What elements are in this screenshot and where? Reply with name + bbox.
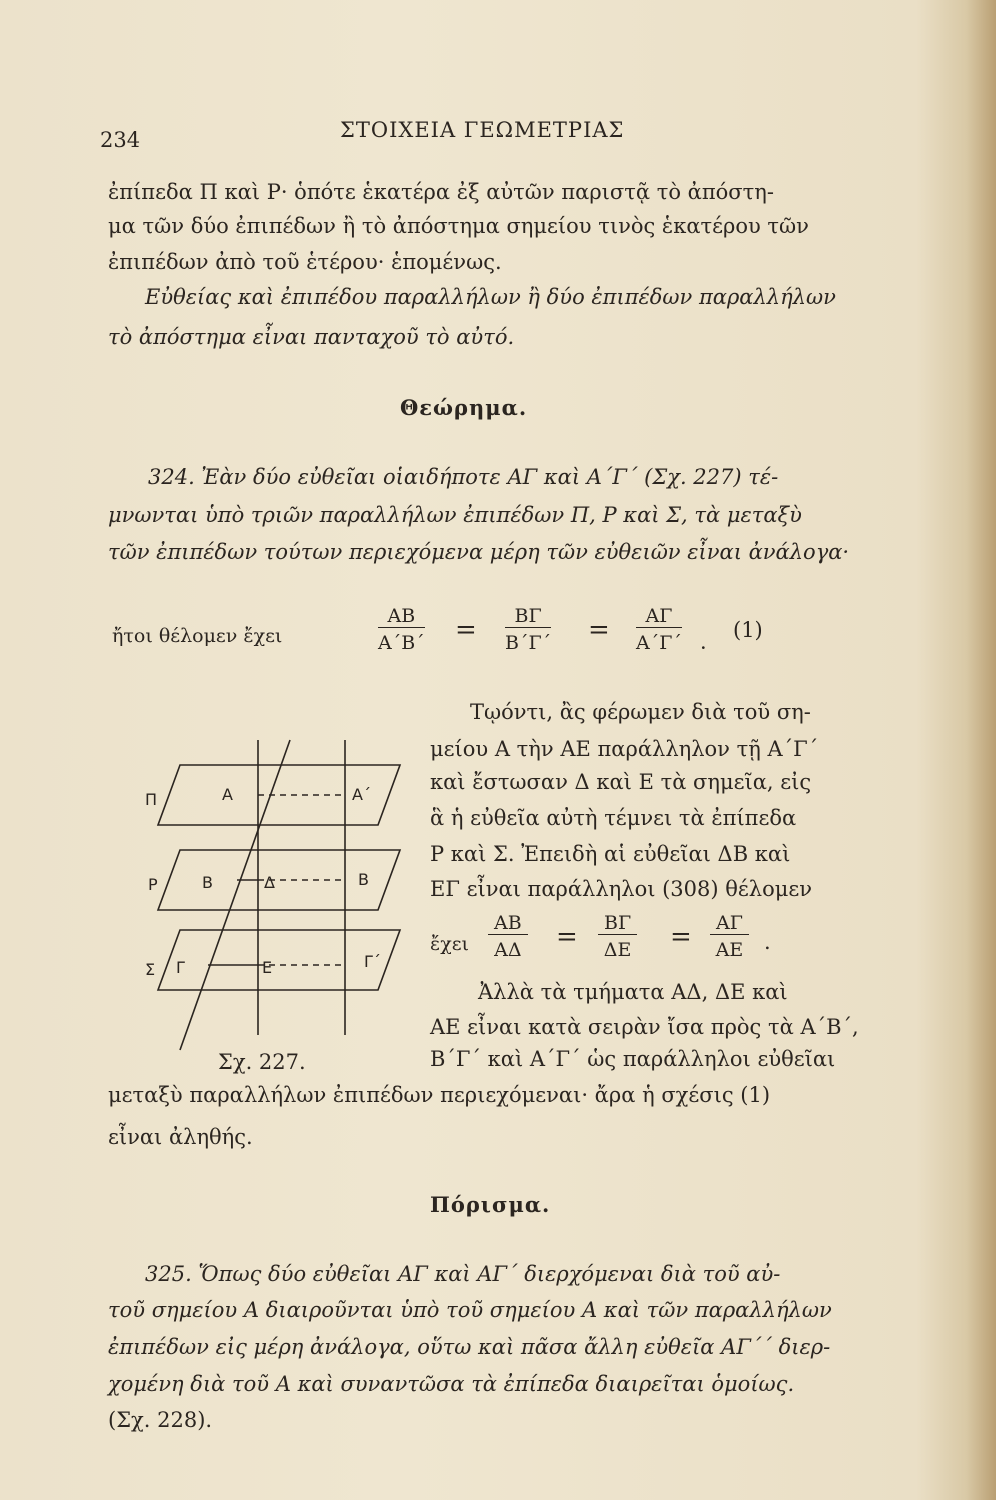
denominator: ΔΕ: [603, 939, 632, 961]
numerator: ΒΓ: [505, 605, 551, 628]
proof-line: Τῳόντι, ἂς φέρωμεν διὰ τοῦ ση-: [470, 700, 811, 724]
fraction-ag: [636, 605, 682, 654]
numerator: ΑΓ: [710, 912, 749, 935]
intro-line: μα τῶν δύο ἐπιπέδων ἢ τὸ ἀπόστημα σημείου τινὸς ἑκατέρου τῶν: [108, 214, 809, 238]
denominator: Α΄Γ΄: [636, 632, 682, 654]
equation-dot: ·: [700, 636, 707, 660]
denominator: Β΄Γ΄: [505, 632, 552, 654]
label-pi: Π: [145, 790, 158, 809]
theorem-line: 324. Ἐὰν δύο εὐθεῖαι οἱαιδήποτε ΑΓ καὶ Α΄Γ΄ (Σχ. 227) τέ-: [148, 465, 779, 489]
theorem-title: Θεώρημα.: [400, 395, 528, 420]
label-b-prime: Β: [358, 870, 369, 889]
numerator: ΒΓ: [598, 912, 637, 935]
label-a: Α: [222, 785, 233, 804]
equation-lead: ἤτοι θέλομεν ἔχει: [112, 625, 283, 647]
numerator: ΑΒ: [488, 912, 528, 935]
label-a-prime: Α΄: [352, 785, 371, 804]
proof-line: εἶναι ἀληθής.: [108, 1125, 253, 1149]
proof-line: μεταξὺ παραλλήλων ἐπιπέδων περιεχόμεναι· ἄρα ἡ σχέσις (1): [108, 1083, 771, 1107]
theorem-line: μνωνται ὑπὸ τριῶν παραλλήλων ἐπιπέδων Π, Ρ καὶ Σ, τὰ μεταξὺ: [108, 503, 802, 527]
intro-line: ἐπιπέδων ἀπὸ τοῦ ἑτέρου· ἑπομένως.: [108, 250, 502, 274]
denominator: Α΄Β΄: [378, 632, 425, 654]
italic-statement: τὸ ἀπόστημα εἶναι πανταχοῦ τὸ αὐτό.: [108, 325, 515, 349]
proof-line: ΑΕ εἶναι κατὰ σειρὰν ἴσα πρὸς τὰ Α΄Β΄,: [430, 1015, 859, 1039]
corollary-line: τοῦ σημείου Α διαιροῦνται ὑπὸ τοῦ σημείου Α καὶ τῶν παραλλήλων: [108, 1298, 832, 1322]
line-ag: [180, 740, 290, 1050]
italic-statement: Εὐθείας καὶ ἐπιπέδου παραλλήλων ἢ δύο ἐπιπέδων παραλλήλων: [145, 285, 836, 309]
proof-line: Β΄Γ΄ καὶ Α΄Γ΄ ὡς παράλληλοι εὐθεῖαι: [430, 1047, 836, 1071]
label-b: Β: [202, 873, 213, 892]
corollary-line: χομένη διὰ τοῦ Α καὶ συναντῶσα τὰ ἐπίπεδα διαιρεῖται ὁμοίως.: [108, 1372, 795, 1396]
label-e: Ε: [262, 958, 273, 977]
running-header: ΣΤΟΙΧΕΙΑ ΓΕΩΜΕΤΡΙΑΣ: [340, 118, 625, 142]
label-g-prime: Γ΄: [364, 952, 381, 971]
proof-line: ἃ ἡ εὐθεῖα αὐτὴ τέμνει τὰ ἐπίπεδα: [430, 806, 797, 830]
label-g: Γ: [176, 958, 185, 977]
equals-sign: =: [588, 615, 610, 645]
equation-tag: (1): [733, 618, 763, 642]
fraction-ab: [378, 605, 425, 654]
proof-line: καὶ ἔστωσαν Δ καὶ Ε τὰ σημεῖα, εἰς: [430, 770, 812, 794]
denominator: ΑΔ: [494, 939, 522, 961]
figure-227: [140, 735, 410, 1065]
corollary-line: 325. Ὅπως δύο εὐθεῖαι ΑΓ καὶ ΑΓ΄ διερχόμεναι διὰ τοῦ αὐ-: [145, 1262, 781, 1286]
equals-sign: =: [670, 922, 692, 952]
numerator: ΑΓ: [636, 605, 682, 628]
equals-sign: =: [556, 922, 578, 952]
fraction-bg: [505, 605, 551, 654]
proof-line: ΕΓ εἶναι παράλληλοι (308) θέλομεν: [430, 877, 813, 901]
intro-line: ἐπίπεδα Π καὶ Ρ· ὁπότε ἑκατέρα ἐξ αὐτῶν παριστᾷ τὸ ἀπόστη-: [108, 180, 774, 204]
equals-sign: =: [455, 615, 477, 645]
fraction-ab-ad: [488, 912, 528, 961]
label-d: Δ: [264, 873, 275, 892]
proof-line: μείου Α τὴν ΑΕ παράλληλον τῇ Α΄Γ΄: [430, 737, 819, 761]
theorem-line: τῶν ἐπιπέδων τούτων περιεχόμενα μέρη τῶν εὐθειῶν εἶναι ἀνάλογα·: [108, 540, 850, 564]
corollary-line: ἐπιπέδων εἰς μέρη ἀνάλογα, οὕτω καὶ πᾶσα ἄλλη εὐθεῖα ΑΓ΄΄ διερ-: [108, 1335, 831, 1359]
corollary-title: Πόρισμα.: [430, 1192, 551, 1217]
fraction-ag-ae: [710, 912, 749, 961]
label-sigma: Σ: [145, 960, 156, 979]
numerator: ΑΒ: [378, 605, 425, 628]
label-rho: Ρ: [148, 875, 158, 894]
denominator: ΑΕ: [715, 939, 744, 961]
page-number: 234: [100, 128, 141, 152]
proof-line: Ἀλλὰ τὰ τμήματα ΑΔ, ΔΕ καὶ: [478, 980, 788, 1004]
proof-line: Ρ καὶ Σ. Ἐπειδὴ αἱ εὐθεῖαι ΔΒ καὶ: [430, 842, 791, 866]
equation2-dot: .: [764, 930, 771, 954]
corollary-line: (Σχ. 228).: [108, 1408, 213, 1432]
equation2-lead: ἔχει: [430, 933, 470, 955]
figure-caption: Σχ. 227.: [218, 1050, 306, 1074]
fraction-bg-de: [598, 912, 637, 961]
